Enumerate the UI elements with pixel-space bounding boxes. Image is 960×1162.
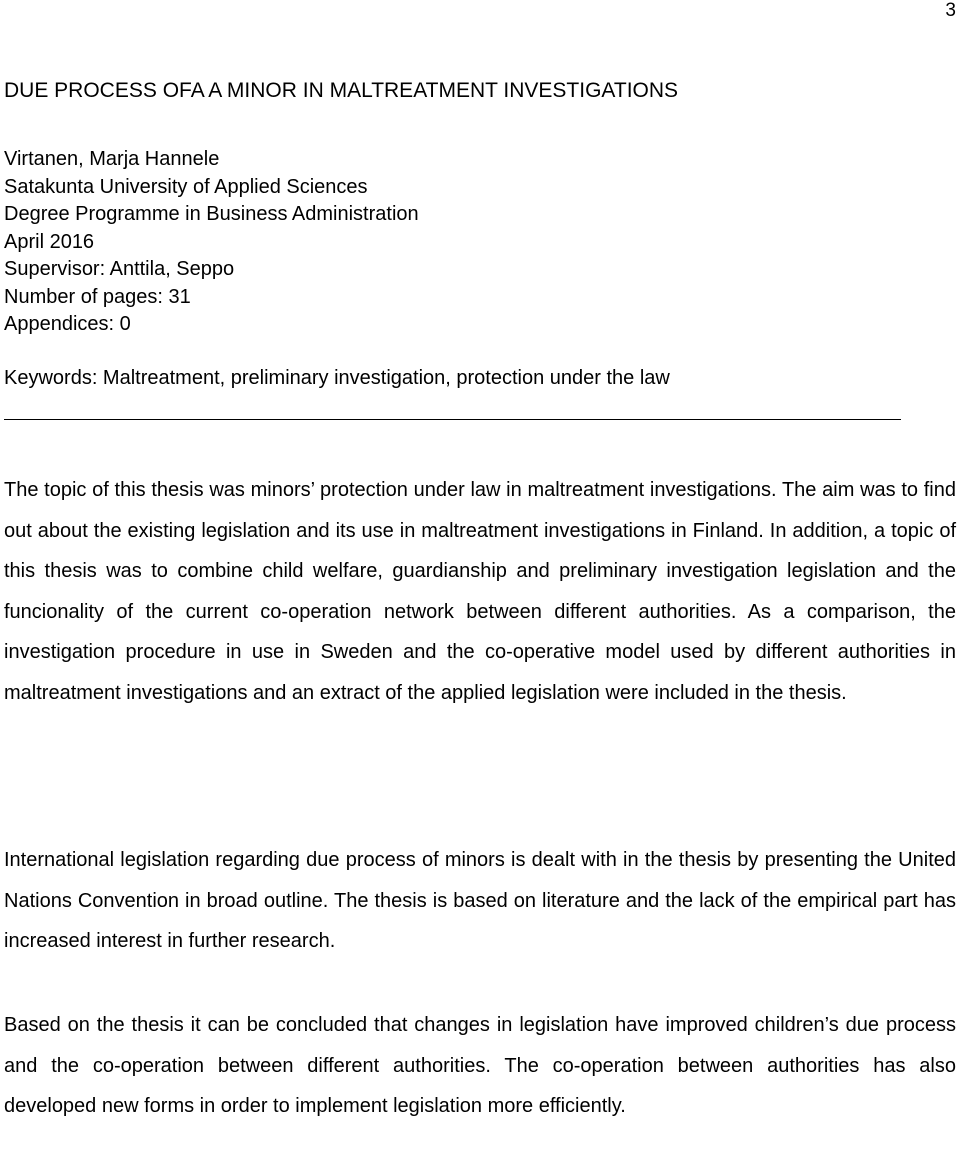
author-name: Virtanen, Marja Hannele xyxy=(4,148,220,170)
abstract-paragraph-2: International legislation regarding due process of minors is dealt with in the thesis by presenting the United Nations Convention in broad outline. The thesis is based on literature and the lack of the empirical part has increased interest in further research. xyxy=(4,849,956,952)
document-metadata xyxy=(4,146,419,339)
appendices-count: Appendices: 0 xyxy=(4,313,131,335)
degree-programme: Degree Programme in Business Administration xyxy=(4,203,419,225)
abstract-paragraph-1: The topic of this thesis was minors’ protection under law in maltreatment investigations. The aim was to find out about the existing legislation and its use in maltreatment investigations in Finland. In addition, a topic of this thesis was to combine child welfare, guardianship and preliminary investigation legislation and the funcionality of the current co-operation network between different authorities. As a comparison, the investigation procedure in use in Sweden and the co-operative model used by different authorities in maltreatment investigations and an extract of the applied legislation were included in the thesis. xyxy=(4,479,956,704)
institution-name: Satakunta University of Applied Sciences xyxy=(4,175,368,198)
abstract-paragraph-3: Based on the thesis it can be concluded that changes in legislation have improved children’s due process and the co-operation between different authorities. The co-operation between authorities has also developed new forms in order to implement legislation more efficiently. xyxy=(4,1014,956,1117)
keywords: Keywords: Maltreatment, preliminary investigation, protection under the law xyxy=(4,367,670,389)
supervisor: Supervisor: Anttila, Seppo xyxy=(4,258,235,280)
publication-date: April 2016 xyxy=(4,230,95,253)
page-count: Number of pages: 31 xyxy=(4,285,191,308)
separator-line xyxy=(4,419,901,420)
document-title: DUE PROCESS OFA A MINOR IN MALTREATMENT INVESTIGATIONS xyxy=(4,79,679,102)
page-number: 3 xyxy=(945,0,956,21)
